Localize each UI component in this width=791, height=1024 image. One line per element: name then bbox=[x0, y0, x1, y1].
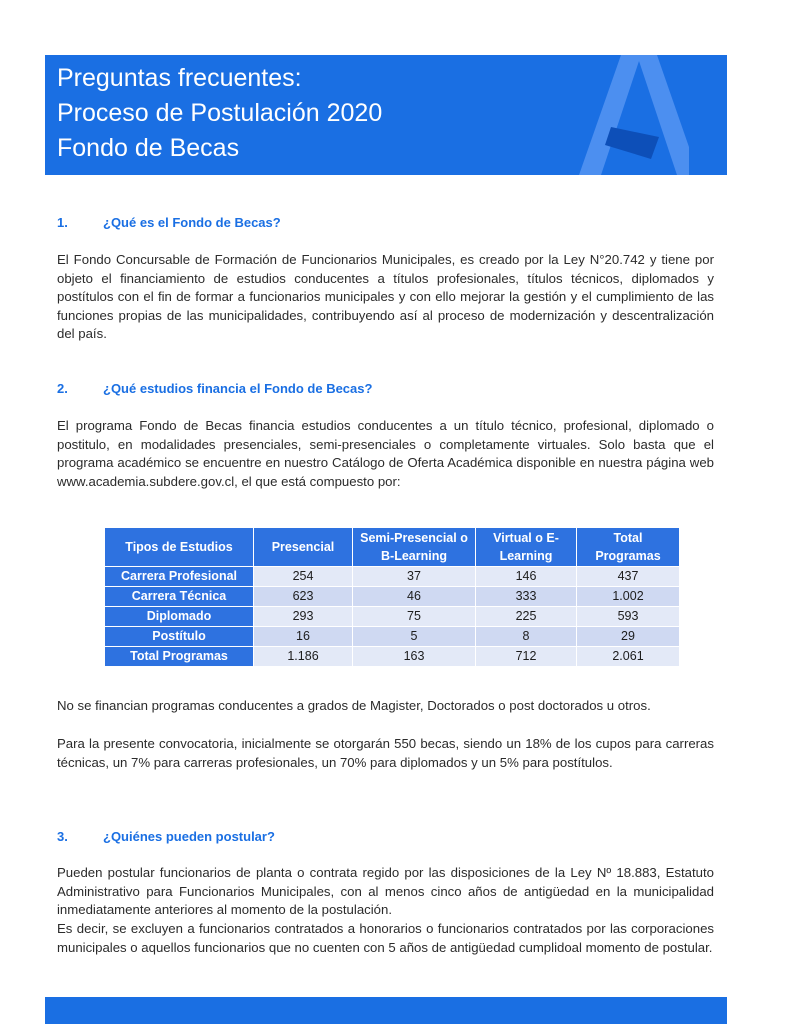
row-label: Postítulo bbox=[105, 627, 254, 647]
table-cell: 712 bbox=[476, 647, 577, 667]
section-1-heading bbox=[57, 215, 281, 230]
column-header: Virtual o E-Learning bbox=[476, 528, 577, 567]
table-cell: 254 bbox=[254, 567, 353, 587]
table-cell: 163 bbox=[353, 647, 476, 667]
table-cell: 1.186 bbox=[254, 647, 353, 667]
section-number: 3. bbox=[57, 829, 68, 844]
academia-logo-icon bbox=[579, 55, 689, 175]
section-2-paragraph-1: El programa Fondo de Becas financia estudios conducentes a un título técnico, profesional, diplomado o postitulo, en modalidades presenciales, semi-presenciales o completamente virtuales. Solo basta que el programa académico se encuentre en nuestro Catálogo de Oferta Académica disponible en nuestra página web www.academia.subdere.gov.cl, el que está compuesto por: bbox=[57, 418, 714, 489]
table-row bbox=[105, 607, 680, 627]
column-header: Total Programas bbox=[577, 528, 680, 567]
section-title: ¿Qué estudios financia el Fondo de Becas? bbox=[103, 381, 373, 396]
column-header: Semi-Presencial o B-Learning bbox=[353, 528, 476, 567]
table-cell: 2.061 bbox=[577, 647, 680, 667]
programs-table-container bbox=[104, 527, 680, 667]
section-title: ¿Quiénes pueden postular? bbox=[103, 829, 275, 844]
section-1-paragraph: El Fondo Concursable de Formación de Funcionarios Municipales, es creado por la Ley N°20.742 y tiene por objeto el financiamiento de estudios conducentes a títulos profesionales, títulos técnicos, diplomados y postítulos con el fin de formar a funcionarios municipales y con ello mejorar la gestión y el cumplimiento de las funciones propias de las municipalidades, contribuyendo así al proceso de modernización y descentralización del país. bbox=[57, 252, 714, 342]
row-label: Carrera Profesional bbox=[105, 567, 254, 587]
section-3-paragraph-2: Es decir, se excluyen a funcionarios contratados a honorarios o funcionarios contratados por las corporaciones municipales o aquellos funcionarios que no cuenten con 5 años de antigüedad cumplidoal momento de postular. bbox=[57, 921, 714, 955]
section-2-paragraph-3: Para la presente convocatoria, inicialmente se otorgarán 550 becas, siendo un 18% de los cupos para carreras técnicas, un 7% para carreras profesionales, un 70% para diplomados y un 5% para postítulos. bbox=[57, 736, 714, 770]
table-header-row bbox=[105, 528, 680, 567]
table-cell: 1.002 bbox=[577, 587, 680, 607]
table-cell: 146 bbox=[476, 567, 577, 587]
section-3-heading bbox=[57, 829, 275, 844]
table-cell: 29 bbox=[577, 627, 680, 647]
title-line-1: Preguntas frecuentes: bbox=[57, 64, 302, 92]
table-cell: 593 bbox=[577, 607, 680, 627]
section-title: ¿Qué es el Fondo de Becas? bbox=[103, 215, 281, 230]
table-cell: 333 bbox=[476, 587, 577, 607]
section-2-paragraph-2: No se financian programas conducentes a grados de Magister, Doctorados o post doctorados u otros. bbox=[57, 698, 651, 713]
page-title bbox=[57, 61, 382, 166]
table-cell: 8 bbox=[476, 627, 577, 647]
row-label: Carrera Técnica bbox=[105, 587, 254, 607]
table-row bbox=[105, 567, 680, 587]
table-cell: 293 bbox=[254, 607, 353, 627]
section-3-paragraph-1: Pueden postular funcionarios de planta o contrata regido por las disposiciones de la Ley Nº 18.883, Estatuto Administrativo para Funcionarios Municipales, con al menos cinco años de antigüedad en la municipalidad inmediatamente anteriores al momento de la postulación. bbox=[57, 865, 714, 918]
column-header: Presencial bbox=[254, 528, 353, 567]
column-header: Tipos de Estudios bbox=[105, 528, 254, 567]
table-cell: 16 bbox=[254, 627, 353, 647]
table-cell: 37 bbox=[353, 567, 476, 587]
table-cell: 75 bbox=[353, 607, 476, 627]
table-row bbox=[105, 627, 680, 647]
table-cell: 46 bbox=[353, 587, 476, 607]
row-label: Total Programas bbox=[105, 647, 254, 667]
section-2-heading bbox=[57, 381, 372, 396]
section-number: 2. bbox=[57, 381, 68, 396]
table-row-total bbox=[105, 647, 680, 667]
table-cell: 225 bbox=[476, 607, 577, 627]
section-number: 1. bbox=[57, 215, 68, 230]
table-cell: 437 bbox=[577, 567, 680, 587]
table-cell: 5 bbox=[353, 627, 476, 647]
programs-table bbox=[104, 527, 680, 667]
table-row bbox=[105, 587, 680, 607]
footer-bar bbox=[45, 997, 727, 1024]
row-label: Diplomado bbox=[105, 607, 254, 627]
header-banner bbox=[45, 55, 727, 175]
table-cell: 623 bbox=[254, 587, 353, 607]
title-line-2: Proceso de Postulación 2020 bbox=[57, 99, 383, 127]
title-line-3: Fondo de Becas bbox=[57, 134, 240, 162]
